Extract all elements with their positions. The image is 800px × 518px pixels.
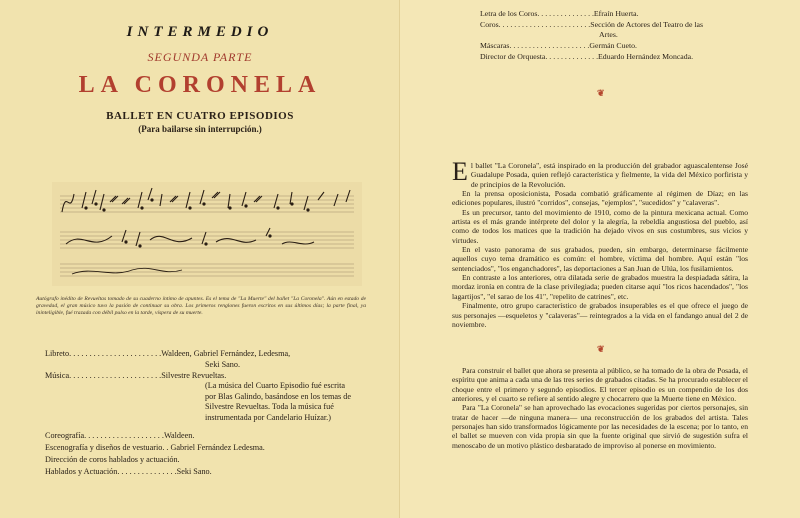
music-manuscript-image [52, 182, 362, 286]
work-title: LA CORONELA [78, 72, 322, 98]
drop-cap: E [452, 157, 468, 186]
performance-note: (Para bailarse sin interrupción.) [138, 124, 262, 134]
article-section-1: El ballet "La Coronela", está inspirado en la producción del grabador aguascalentense José Guadalupe Posada, quien reflejó característica y fielmente, la vida del México porfirista y de principios de la Revolución. En la prensa oposicionista, Posada combatió gráficamente al régimen de Díaz; en las ediciones populares, ilustró "corridos", consejas, "ejemplos", "sucedidos" y "calaveras". Es un precursor, tanto del movimiento de 1910, como de la pintura mexicana actual. Como artista es el más grande intérprete del dolor y la alegría, la rebeldía angustiosa del pueblo, así como de todos los matices que la tradición ha dejado vivos en sus costumbres, sus vicios y virtudes. En el vasto panorama de sus grabados, pueden, sin embargo, determinarse fácilmente aquellos cuyo tema dramático es común: el hombre, víctima del hombre. Aquí están "los sentenciados", "los enganchadores", las deportaciones a San Juan de Ulúa, los fusilamientos. En contraste a los anteriores, otra dilatada serie de grabados muestra la despiadada sátira, la mordaz ironía en contra de la clase privilegiada; pueden citarse aquí "los ricos hacendados", "los lagartijos", "el sarao de los 41", "repelito de catrines", etc. Finalmente, otro grupo característico de grabados insuperables es el que ofrece el juego de sus personajes —esqueletos y "calaveras"— reintegrados a la vida en el fandango anual del 2 de noviembre. [452, 157, 748, 329]
article-paragraph: Es un precursor, tanto del movimiento de 1910, como de la pintura mexicana actual. Como artista es el más grande intérprete del dolor y la alegría, la rebeldía angustiosa del pueblo, así como de todos los matices que la tradición ha dejado vivos en sus costumbres, sus vicios y virtudes. [452, 207, 748, 245]
ballet-description: BALLET EN CUATRO EPISODIOS [106, 110, 294, 122]
article-paragraph: En la prensa oposicionista, Posada combatió gráficamente al régimen de Díaz; en las ediciones populares, ilustró "corridos", consejas, "ejemplos", "sucedidos" y "calaveras". [452, 189, 748, 208]
credit-row-libreto: Libreto. . . . . . . . . . . . . . . . . . . . . . .Waldeen, Gabriel Fernández, Ledesma, [45, 349, 291, 358]
credit-row-hablados: Hablados y Actuación. . . . . . . . . . . . . . .Seki Sano. [45, 467, 212, 476]
article-paragraph: En el vasto panorama de sus grabados, pueden, sin embargo, determinarse fácilmente aquellos cuyo tema dramático es común: el hombre, víctima del hombre. Aquí están "los sentenciados", "los enganchadores", las deportaciones a San Juan de Ulúa, los fusilamientos. [452, 245, 748, 273]
credit-row-letra: Letra de los Coros. . . . . . . . . . . . . . .Efraín Huerta. [480, 9, 639, 18]
ornament-top: ❦ [597, 88, 605, 98]
credit-row-coros: Coros. . . . . . . . . . . . . . . . . . . . . . . .Sección de Actores del Teatro de las [480, 20, 704, 29]
credit-row-coreografia: Coreografía. . . . . . . . . . . . . . . . . . . .Waldeen. [45, 431, 195, 440]
credit-row-libreto-cont: Seki Sano. [205, 360, 241, 369]
music-note: (La música del Cuarto Episodio fué escrita por Blas Galindo, basándose en los temas de Silvestre Revueltas. Toda la música fué instrumentada por Candelario Huízar.) [205, 381, 351, 422]
article-paragraph: Para "La Coronela" se han aprovechado las evocaciones sugeridas por ciertos personajes, sin tratar de hacer —de ninguna manera— una reconstrucción de los grabados del artista. Tales personajes han sido transformados lógicamente por las necesidades de la escena; por lo tanto, en el ballet se mueven con vida propia sin que la fuente original que sirvió de sugestión sufra el menoscabo de un motivo plástico desbaratado de improviso al ponerse en movimiento. [452, 403, 748, 450]
article-paragraph: En contraste a los anteriores, otra dilatada serie de grabados muestra la despiadada sátira, la mordaz ironía en contra de la clase privilegiada; pueden citarse aquí "los ricos hacendados", "los lagartijos", "el sarao de los 41", "repelito de catrines", etc. [452, 273, 748, 301]
credit-row-director: Director de Orquesta. . . . . . . . . . . . . .Eduardo Hernández Moncada. [480, 52, 694, 61]
manuscript-caption: Autógrafo inédito de Revueltas tomado de su cuaderno íntimo de apuntes. Es el tema de "La Muerte" del ballet "La Coronela". Aún en estado de gravedad, el gran músico tuvo la pasión de continuar su obra. Los primeros renglones fueron escritos en sus últimos días; la parte final, ya ininteligible, fué trazada con débil pulso en la tarde, víspera de su muerte. [36, 296, 366, 317]
credit-row-coros-cont: Artes. [599, 30, 618, 39]
credit-row-escenografia: Escenografía y diseños de vestuario. . Gabriel Fernández Ledesma. [45, 443, 265, 452]
credit-row-mascaras: Máscaras. . . . . . . . . . . . . . . . . . . . .Germán Cueto. [480, 41, 638, 50]
segunda-parte-heading: SEGUNDA PARTE [147, 50, 253, 64]
article-section-2 [452, 366, 748, 450]
intermedio-heading: INTERMEDIO [126, 24, 274, 40]
article-paragraph: Finalmente, otro grupo característico de grabados insuperables es el que ofrece el juego de sus personajes —esqueletos y "calaveras"— reintegrados a la vida en el fandango anual del 2 de noviembre. [452, 301, 748, 329]
ornament-middle: ❦ [597, 344, 605, 354]
credit-row-direccion: Dirección de coros hablados y actuación. [45, 455, 180, 464]
article-paragraph: Para construir el ballet que ahora se presenta al público, se ha tomado de la obra de Posada, el espíritu que anima a cada una de las tres series de grabados citadas. Se ha procurado establecer el choque entre el primero y segundo episodios. El tercer episodio es un compendio de los dos anteriores, y el cuarto se refiere al sentido alegre y chocarrero que la Muerte tiene en México. [452, 366, 748, 404]
credit-row-musica: Música. . . . . . . . . . . . . . . . . . . . . . .Silvestre Revueltas. [45, 371, 227, 380]
